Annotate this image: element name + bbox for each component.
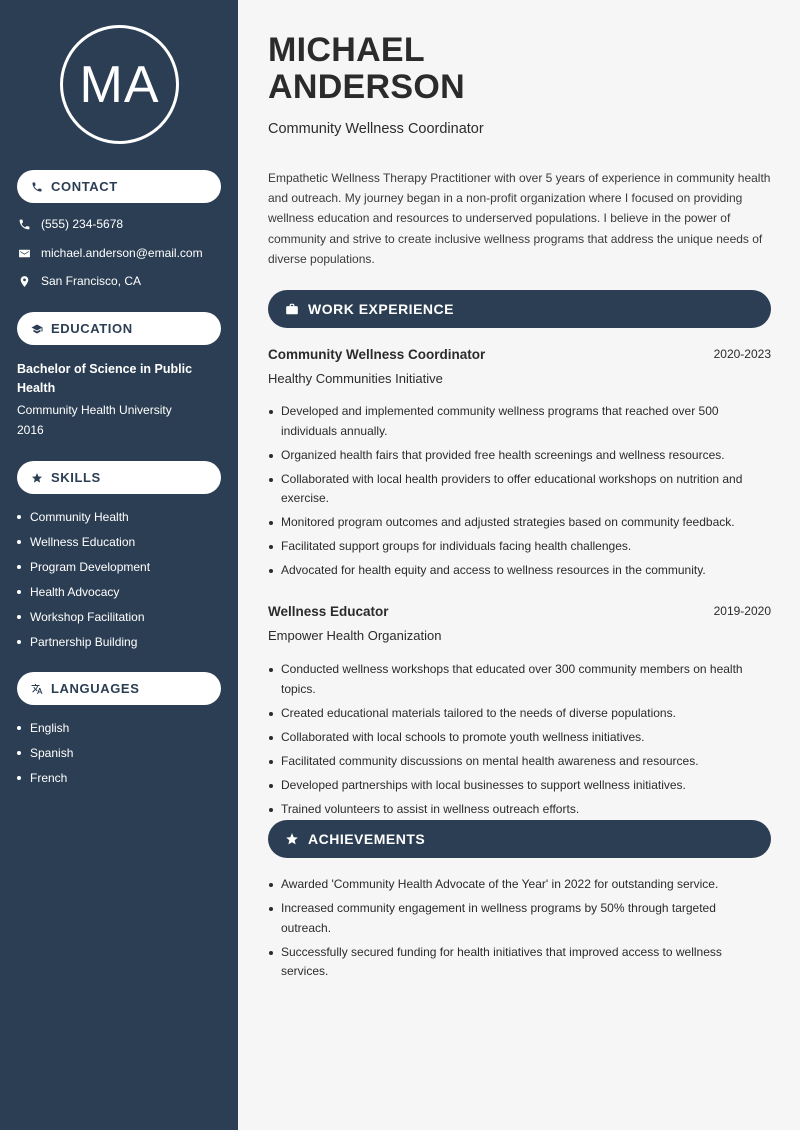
candidate-name — [268, 32, 465, 106]
job-bullets — [268, 660, 768, 824]
languages-heading — [17, 672, 221, 705]
skills-heading — [17, 461, 221, 494]
job-organization: Empower Health Organization — [268, 628, 442, 643]
job-dates: 2019-2020 — [713, 604, 771, 618]
list-item: Advocated for health equity and access to wellness resources in the community. — [268, 561, 768, 581]
list-item: Trained volunteers to assist in wellness outreach efforts. — [268, 800, 768, 820]
job-role: Community Wellness Coordinator — [268, 347, 486, 362]
star-icon — [31, 472, 43, 484]
summary-paragraph: Empathetic Wellness Therapy Practitioner with over 5 years of experience in community health and outreach. My journey began in a non-profit organization where I focused on providing wellness education and resources to underserved populations. I believe in the power of community and strive to create inclusive wellness programs that address the unique needs of diverse populations. — [268, 171, 771, 266]
page-subtitle: Community Wellness Coordinator — [268, 121, 484, 137]
last-name: ANDERSON — [268, 68, 465, 106]
list-item: Facilitated support groups for individuals facing health challenges. — [268, 537, 768, 557]
achievements-heading-label: ACHIEVEMENTS — [308, 831, 426, 847]
list-item: Monitored program outcomes and adjusted strategies based on community feedback. — [268, 513, 768, 533]
list-item: Wellness Education — [17, 529, 150, 554]
phone-text: (555) 234-5678 — [41, 217, 124, 231]
job-dates: 2020-2023 — [713, 347, 771, 361]
list-item: Developed and implemented community wellness programs that reached over 500 individuals annually. — [268, 402, 768, 441]
work-experience-heading-label: WORK EXPERIENCE — [308, 301, 454, 317]
first-name: MICHAEL — [268, 31, 425, 69]
job-role: Wellness Educator — [268, 604, 389, 619]
contact-phone[interactable] — [17, 217, 123, 231]
email-text: michael.anderson@email.com — [41, 246, 203, 260]
list-item: French — [17, 765, 73, 790]
phone-icon — [17, 217, 31, 231]
list-item: Community Health — [17, 504, 150, 529]
list-item: Successfully secured funding for health initiatives that improved access to wellness services. — [268, 943, 768, 982]
list-item: Developed partnerships with local businesses to support wellness initiatives. — [268, 776, 768, 796]
list-item: Facilitated community discussions on mental health awareness and resources. — [268, 752, 768, 772]
list-item: Partnership Building — [17, 629, 150, 654]
monogram-avatar: MA — [60, 25, 179, 144]
list-item: Spanish — [17, 740, 73, 765]
list-item: Health Advocacy — [17, 579, 150, 604]
sidebar — [0, 0, 238, 1130]
list-item: Awarded 'Community Health Advocate of the Year' in 2022 for outstanding service. — [268, 875, 768, 895]
list-item: Collaborated with local health providers to offer educational workshops on nutrition and exercise. — [268, 470, 768, 509]
skills-heading-label: SKILLS — [51, 470, 101, 485]
work-experience-heading — [268, 290, 771, 328]
education-school: Community Health University — [17, 403, 172, 417]
location-text: San Francisco, CA — [41, 274, 142, 288]
education-heading-label: EDUCATION — [51, 321, 133, 336]
location-pin-icon — [17, 274, 31, 288]
list-item: Created educational materials tailored to the needs of diverse populations. — [268, 704, 768, 724]
list-item: English — [17, 715, 73, 740]
contact-heading — [17, 170, 221, 203]
achievements-list — [268, 875, 768, 986]
list-item: Workshop Facilitation — [17, 604, 150, 629]
translate-icon — [31, 683, 43, 695]
star-icon — [285, 832, 299, 846]
list-item: Increased community engagement in wellness programs by 50% through targeted outreach. — [268, 899, 768, 938]
achievements-heading — [268, 820, 771, 858]
list-item: Organized health fairs that provided free health screenings and wellness resources. — [268, 446, 768, 466]
contact-email[interactable] — [17, 246, 203, 260]
skills-list — [17, 504, 150, 654]
list-item: Program Development — [17, 554, 150, 579]
briefcase-icon — [285, 302, 299, 316]
education-heading — [17, 312, 221, 345]
job-organization: Healthy Communities Initiative — [268, 371, 443, 386]
languages-heading-label: LANGUAGES — [51, 681, 140, 696]
education-year: 2016 — [17, 423, 44, 437]
languages-list — [17, 715, 73, 790]
education-degree: Bachelor of Science in Public Health — [17, 362, 193, 395]
contact-location — [17, 274, 141, 288]
phone-icon — [31, 181, 43, 193]
graduation-cap-icon — [31, 323, 43, 335]
email-icon — [17, 246, 31, 260]
job-bullets — [268, 402, 768, 585]
contact-heading-label: CONTACT — [51, 179, 118, 194]
list-item: Conducted wellness workshops that educated over 300 community members on health topics. — [268, 660, 768, 699]
list-item: Collaborated with local schools to promote youth wellness initiatives. — [268, 728, 768, 748]
